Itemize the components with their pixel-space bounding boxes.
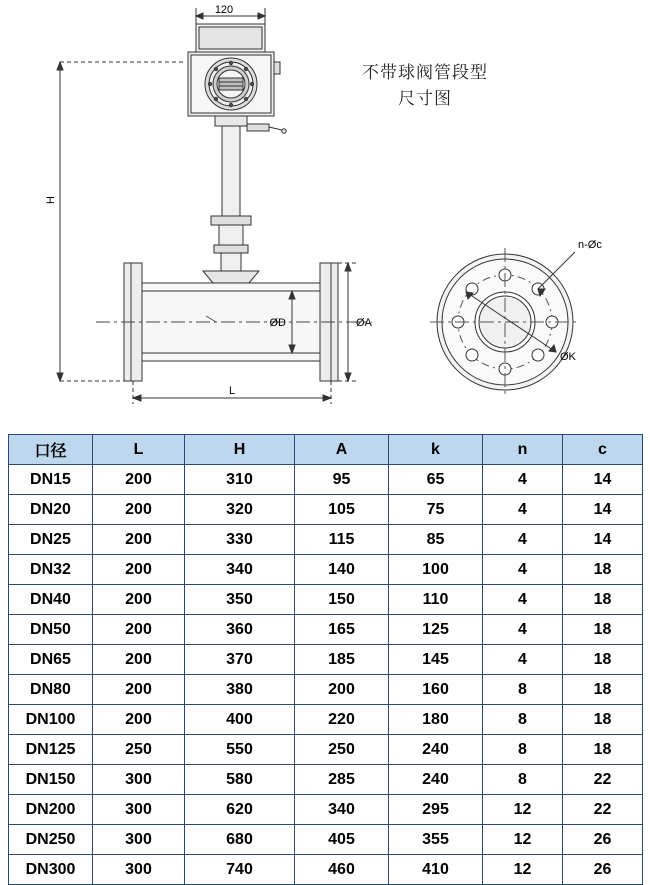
cell-value: 405 xyxy=(295,825,389,855)
cell-value: 18 xyxy=(563,675,643,705)
cell-value: 18 xyxy=(563,705,643,735)
table-row xyxy=(9,525,643,555)
cell-value: 200 xyxy=(93,495,185,525)
table-row xyxy=(9,765,643,795)
cell-value: 4 xyxy=(483,645,563,675)
cell-value: 18 xyxy=(563,735,643,765)
cell-value: 18 xyxy=(563,555,643,585)
cell-value: 8 xyxy=(483,765,563,795)
cell-value: 18 xyxy=(563,645,643,675)
cell-value: 295 xyxy=(389,795,483,825)
cell-value: 300 xyxy=(93,855,185,885)
cell-value: 300 xyxy=(93,765,185,795)
cell-value: 110 xyxy=(389,585,483,615)
table-row xyxy=(9,825,643,855)
cell-value: 240 xyxy=(389,735,483,765)
table-row xyxy=(9,735,643,765)
cell-value: 4 xyxy=(483,555,563,585)
cell-value: 145 xyxy=(389,645,483,675)
cell-value: 8 xyxy=(483,705,563,735)
label-bore: ØD xyxy=(269,317,286,329)
cell-value: 105 xyxy=(295,495,389,525)
cell-value: 330 xyxy=(185,525,295,555)
table-row xyxy=(9,555,643,585)
col-header-dn: 口径 xyxy=(9,435,93,465)
label-length: L xyxy=(228,385,236,397)
cell-dn: DN50 xyxy=(9,615,93,645)
cell-value: 320 xyxy=(185,495,295,525)
cell-value: 150 xyxy=(295,585,389,615)
cell-dn: DN250 xyxy=(9,825,93,855)
drawing-title-line2: 尺寸图 xyxy=(398,89,452,108)
cell-value: 340 xyxy=(185,555,295,585)
cell-value: 65 xyxy=(389,465,483,495)
cell-dn: DN65 xyxy=(9,645,93,675)
cell-value: 250 xyxy=(93,735,185,765)
table-row xyxy=(9,465,643,495)
cell-value: 75 xyxy=(389,495,483,525)
cell-value: 300 xyxy=(93,825,185,855)
cell-dn: DN15 xyxy=(9,465,93,495)
cell-value: 165 xyxy=(295,615,389,645)
cell-value: 340 xyxy=(295,795,389,825)
label-height: H xyxy=(45,196,57,204)
cell-value: 200 xyxy=(295,675,389,705)
cell-value: 200 xyxy=(93,675,185,705)
col-header-l: L xyxy=(93,435,185,465)
col-header-h: H xyxy=(185,435,295,465)
cell-value: 350 xyxy=(185,585,295,615)
cell-value: 14 xyxy=(563,525,643,555)
cell-value: 12 xyxy=(483,795,563,825)
cell-value: 200 xyxy=(93,645,185,675)
spec-table-head xyxy=(9,435,643,465)
label-bolt-circle: ØK xyxy=(560,351,576,363)
cell-value: 220 xyxy=(295,705,389,735)
cell-value: 12 xyxy=(483,855,563,885)
cell-value: 380 xyxy=(185,675,295,705)
cell-value: 95 xyxy=(295,465,389,495)
cell-value: 185 xyxy=(295,645,389,675)
cell-value: 125 xyxy=(389,615,483,645)
cell-dn: DN150 xyxy=(9,765,93,795)
cell-dn: DN100 xyxy=(9,705,93,735)
cell-value: 200 xyxy=(93,615,185,645)
table-row xyxy=(9,585,643,615)
cell-value: 250 xyxy=(295,735,389,765)
cell-dn: DN40 xyxy=(9,585,93,615)
cell-value: 680 xyxy=(185,825,295,855)
cell-value: 200 xyxy=(93,555,185,585)
col-header-k: k xyxy=(389,435,483,465)
label-holes: n-Øc xyxy=(578,239,602,251)
cell-value: 14 xyxy=(563,495,643,525)
cell-value: 18 xyxy=(563,585,643,615)
cell-value: 26 xyxy=(563,825,643,855)
spec-table xyxy=(8,434,643,885)
cell-value: 200 xyxy=(93,585,185,615)
cell-value: 740 xyxy=(185,855,295,885)
cell-value: 240 xyxy=(389,765,483,795)
cell-value: 18 xyxy=(563,615,643,645)
col-header-a: A xyxy=(295,435,389,465)
cell-value: 8 xyxy=(483,735,563,765)
cell-value: 140 xyxy=(295,555,389,585)
cell-value: 580 xyxy=(185,765,295,795)
cell-value: 8 xyxy=(483,675,563,705)
cell-value: 4 xyxy=(483,495,563,525)
table-row xyxy=(9,675,643,705)
cell-value: 100 xyxy=(389,555,483,585)
drawing-title xyxy=(300,60,550,112)
technical-drawing xyxy=(0,0,650,432)
cell-dn: DN300 xyxy=(9,855,93,885)
cell-value: 550 xyxy=(185,735,295,765)
cell-dn: DN200 xyxy=(9,795,93,825)
cell-value: 410 xyxy=(389,855,483,885)
label-top-width: 120 xyxy=(214,4,234,16)
spec-table-body xyxy=(9,465,643,885)
cell-value: 85 xyxy=(389,525,483,555)
sensor-stem xyxy=(203,116,286,283)
cell-value: 22 xyxy=(563,765,643,795)
cell-dn: DN20 xyxy=(9,495,93,525)
cell-value: 4 xyxy=(483,525,563,555)
col-header-n: n xyxy=(483,435,563,465)
cell-value: 285 xyxy=(295,765,389,795)
cell-value: 460 xyxy=(295,855,389,885)
table-header-row xyxy=(9,435,643,465)
flange-face-view xyxy=(430,248,580,396)
cell-value: 180 xyxy=(389,705,483,735)
transmitter-housing xyxy=(188,24,280,116)
cell-value: 370 xyxy=(185,645,295,675)
cell-value: 200 xyxy=(93,705,185,735)
cell-value: 200 xyxy=(93,465,185,495)
cell-value: 160 xyxy=(389,675,483,705)
cell-value: 12 xyxy=(483,825,563,855)
cell-value: 4 xyxy=(483,615,563,645)
cell-value: 200 xyxy=(93,525,185,555)
cell-value: 355 xyxy=(389,825,483,855)
cell-dn: DN32 xyxy=(9,555,93,585)
col-header-c: c xyxy=(563,435,643,465)
table-row xyxy=(9,495,643,525)
cell-value: 310 xyxy=(185,465,295,495)
cell-value: 4 xyxy=(483,465,563,495)
table-row xyxy=(9,705,643,735)
table-row xyxy=(9,615,643,645)
spec-table-wrap xyxy=(8,434,642,885)
cell-dn: DN80 xyxy=(9,675,93,705)
cell-value: 4 xyxy=(483,585,563,615)
cell-value: 300 xyxy=(93,795,185,825)
table-row xyxy=(9,645,643,675)
cell-value: 400 xyxy=(185,705,295,735)
cell-value: 360 xyxy=(185,615,295,645)
table-row xyxy=(9,795,643,825)
drawing-title-line1: 不带球阀管段型 xyxy=(362,63,488,82)
cell-dn: DN25 xyxy=(9,525,93,555)
label-flange-outer: ØA xyxy=(356,317,372,329)
cell-dn: DN125 xyxy=(9,735,93,765)
cell-value: 115 xyxy=(295,525,389,555)
cell-value: 22 xyxy=(563,795,643,825)
table-row xyxy=(9,855,643,885)
cell-value: 26 xyxy=(563,855,643,885)
cell-value: 14 xyxy=(563,465,643,495)
cell-value: 620 xyxy=(185,795,295,825)
